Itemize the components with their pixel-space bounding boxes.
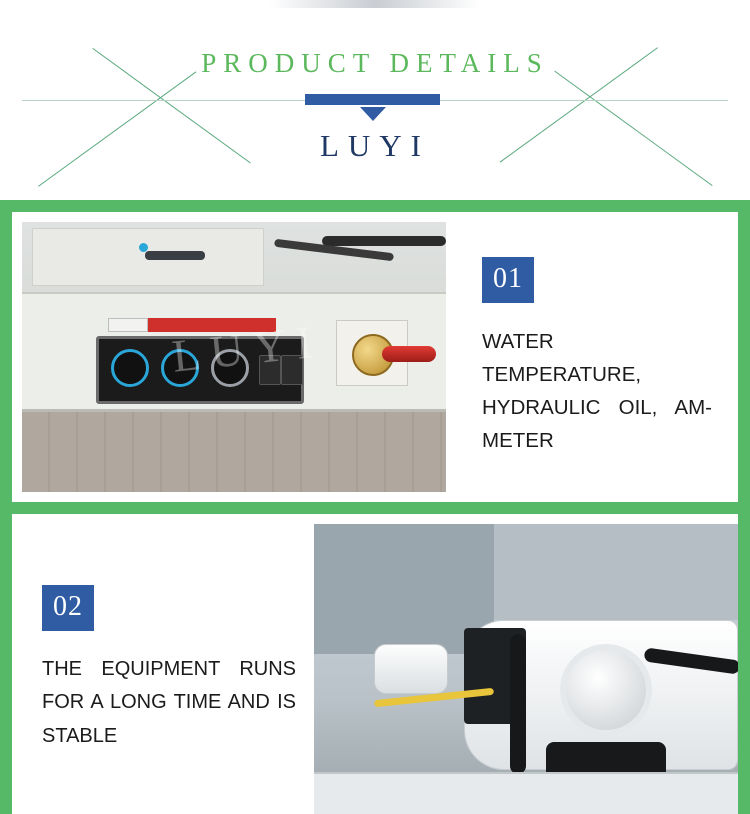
feature-02-badge-wrap <box>42 585 296 653</box>
photo-label-tag <box>108 318 148 332</box>
mixer-hydraulics-photo <box>314 524 738 814</box>
photo-toolbox-drawer <box>32 228 264 286</box>
feature-01-badge-wrap <box>482 257 712 325</box>
feature-01-number: 01 <box>482 257 534 303</box>
chevron-down-icon <box>360 107 386 121</box>
top-gradient-strip <box>0 0 750 8</box>
feature-01-text-side <box>446 222 728 492</box>
header-accent-bar <box>305 94 440 105</box>
photo-blue-indicator <box>139 243 148 252</box>
control-panel-photo <box>22 222 446 492</box>
photo-watermark: LUYI <box>169 315 325 382</box>
photo-background-building-right <box>494 524 738 620</box>
feature-card-02 <box>12 514 738 814</box>
photo-red-lever <box>382 346 436 362</box>
page-header <box>0 8 750 200</box>
water-temp-gauge-icon <box>111 349 149 387</box>
photo-pavement <box>22 412 446 492</box>
page-title: PRODUCT DETAILS <box>201 48 549 78</box>
photo-chassis-frame <box>314 772 738 814</box>
content-band <box>0 200 750 814</box>
feature-card-01 <box>12 212 738 502</box>
feature-02-number: 02 <box>42 585 94 631</box>
photo-drawer-handle <box>145 251 205 260</box>
photo-cable-upper <box>322 236 446 246</box>
photo-motor-housing <box>374 644 448 694</box>
feature-01-description: WATER TEMPERATURE, HYDRAULIC OIL, AM-METER <box>482 329 712 453</box>
brand-name: LUYI <box>319 128 431 163</box>
feature-02-description: THE EQUIPMENT RUNS FOR A LONG TIME AND IS STABLE <box>42 657 296 747</box>
photo-hose-vertical <box>510 634 526 774</box>
feature-02-text-side <box>12 524 314 814</box>
photo-reduction-gearbox <box>560 644 652 736</box>
